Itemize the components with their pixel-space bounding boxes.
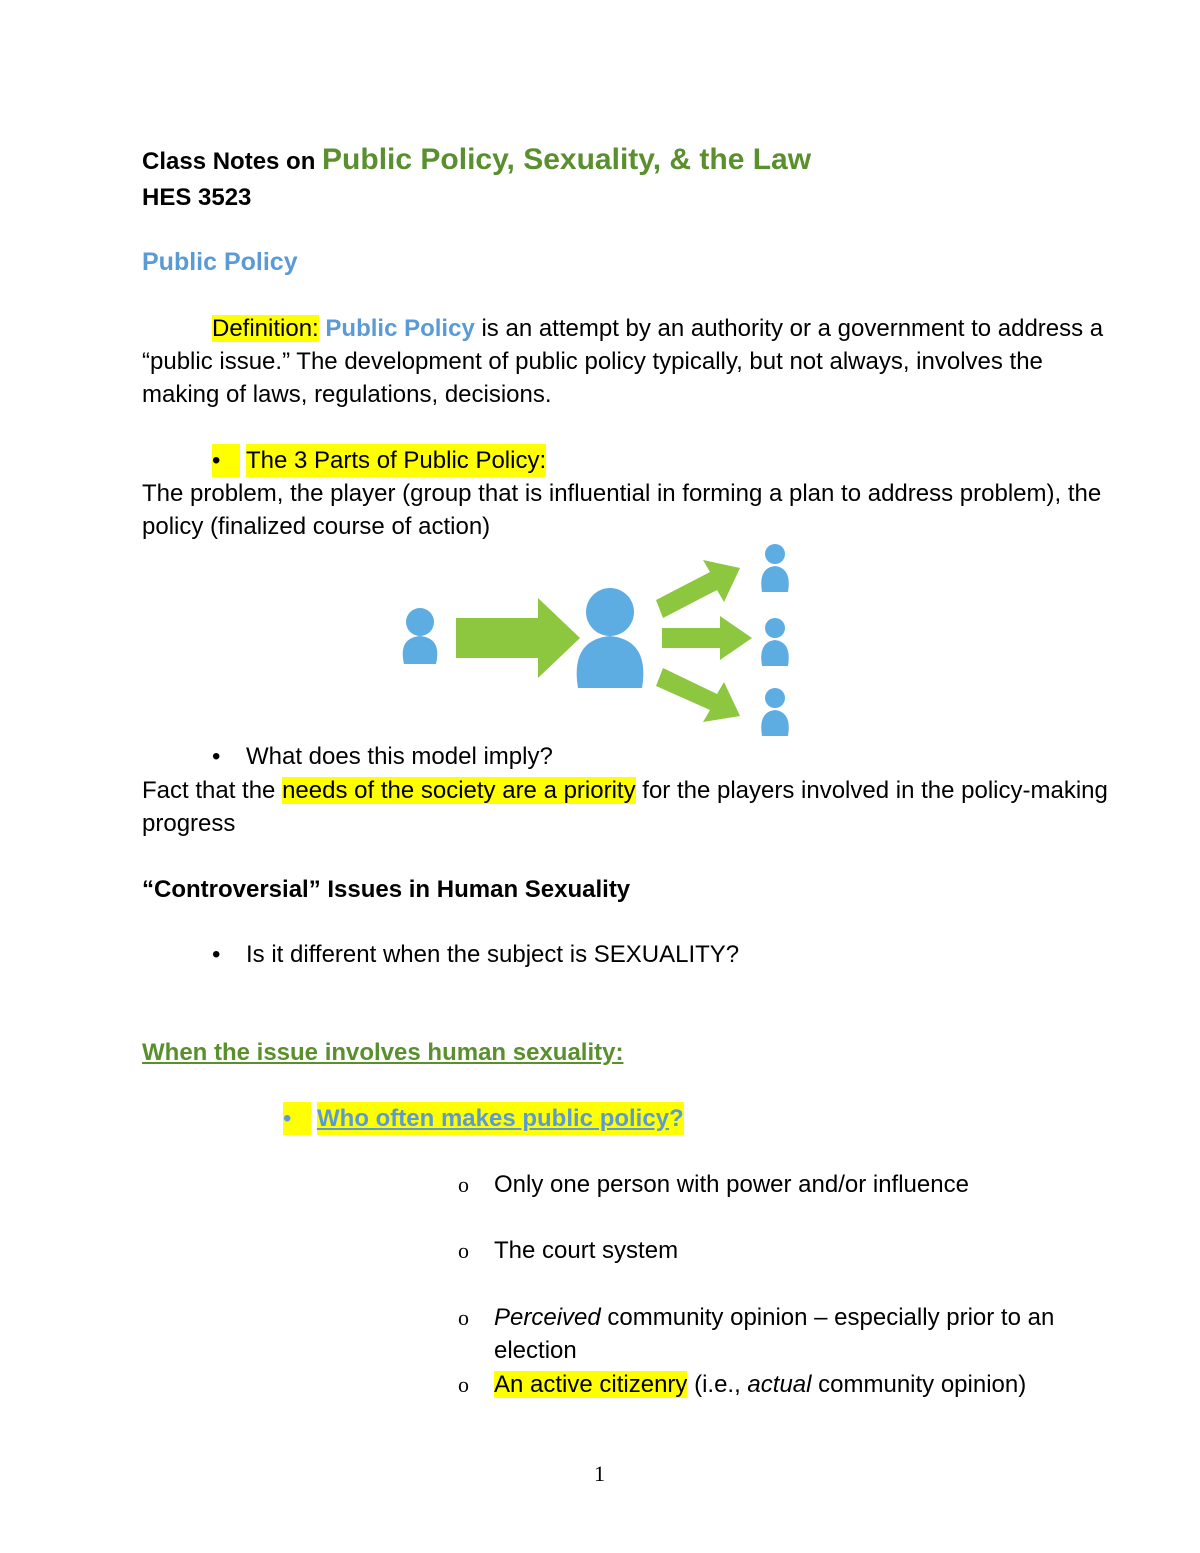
controversial-bullet-text: Is it different when the subject is SEXUALITY? [246, 941, 740, 968]
course-code: HES 3523 [142, 184, 252, 211]
parts-line-1: The problem, the player (group that is influential in forming a plan to address problem), the [142, 480, 1102, 507]
item-four-rest: community opinion) [811, 1371, 1027, 1398]
model-text-before: Fact that the [142, 777, 283, 804]
bullet-dot: • [212, 743, 221, 770]
who-question-mark: ? [669, 1105, 684, 1132]
item-four-mid: (i.e., [687, 1371, 748, 1398]
list-item-three [494, 1301, 1054, 1334]
arrow-icon [662, 616, 752, 660]
person-icon [403, 608, 438, 664]
definition-term: Public Policy [325, 315, 475, 342]
person-icon [577, 588, 644, 688]
person-icon [761, 544, 789, 592]
circle-bullet: o [458, 1172, 469, 1197]
circle-bullet: o [458, 1305, 469, 1330]
definition-text: is an attempt by an authority or a government to address a [474, 315, 1104, 342]
definition-line-2: “public issue.” The development of public policy typically, but not always, involves the [142, 348, 1043, 375]
item-three-italic: Perceived [494, 1304, 601, 1331]
model-bullet-text: What does this model imply? [246, 743, 553, 770]
bullet-dot: • [212, 941, 221, 968]
arrow-icon [656, 560, 740, 618]
item-four-italic: actual [747, 1371, 812, 1398]
page-number: 1 [594, 1461, 605, 1486]
definition-label: Definition: [212, 315, 319, 342]
title-prefix: Class Notes on [142, 148, 323, 175]
page-title [142, 142, 811, 183]
definition-line-1 [212, 312, 1103, 345]
bullet-dot: • [212, 444, 240, 477]
section-heading-sexuality: When the issue involves human sexuality: [142, 1039, 624, 1066]
arrow-icon [456, 598, 580, 678]
who-makes-policy [317, 1102, 684, 1135]
title-topic: Public Policy, Sexuality, & the Law [322, 143, 812, 176]
model-highlight: needs of the society are a priority [282, 777, 636, 804]
person-icon [761, 618, 789, 666]
circle-bullet: o [458, 1372, 469, 1397]
list-item-three-line-2: election [494, 1337, 577, 1364]
section-heading-public-policy: Public Policy [142, 248, 298, 276]
parts-bullet-text: The 3 Parts of Public Policy: [246, 444, 546, 477]
list-item-two: The court system [494, 1237, 679, 1264]
list-item-one: Only one person with power and/or influence [494, 1171, 969, 1198]
person-icon [761, 688, 789, 736]
circle-bullet: o [458, 1238, 469, 1263]
who-question: Who often makes public policy [317, 1105, 670, 1132]
arrow-icon [656, 668, 740, 722]
definition-line-3: making of laws, regulations, decisions. [142, 381, 552, 408]
list-item-four [494, 1368, 1026, 1401]
item-three-rest: community opinion – especially prior to an [600, 1304, 1055, 1331]
item-four-highlight: An active citizenry [494, 1371, 688, 1398]
bullet-dot: • [283, 1102, 311, 1135]
section-heading-controversial: “Controversial” Issues in Human Sexuality [142, 876, 631, 903]
model-line-1 [142, 774, 1108, 807]
model-text-after: for the players involved in the policy-making [635, 777, 1108, 804]
model-line-2: progress [142, 810, 236, 837]
parts-line-2: policy (finalized course of action) [142, 513, 491, 540]
policy-model-diagram [390, 540, 810, 745]
